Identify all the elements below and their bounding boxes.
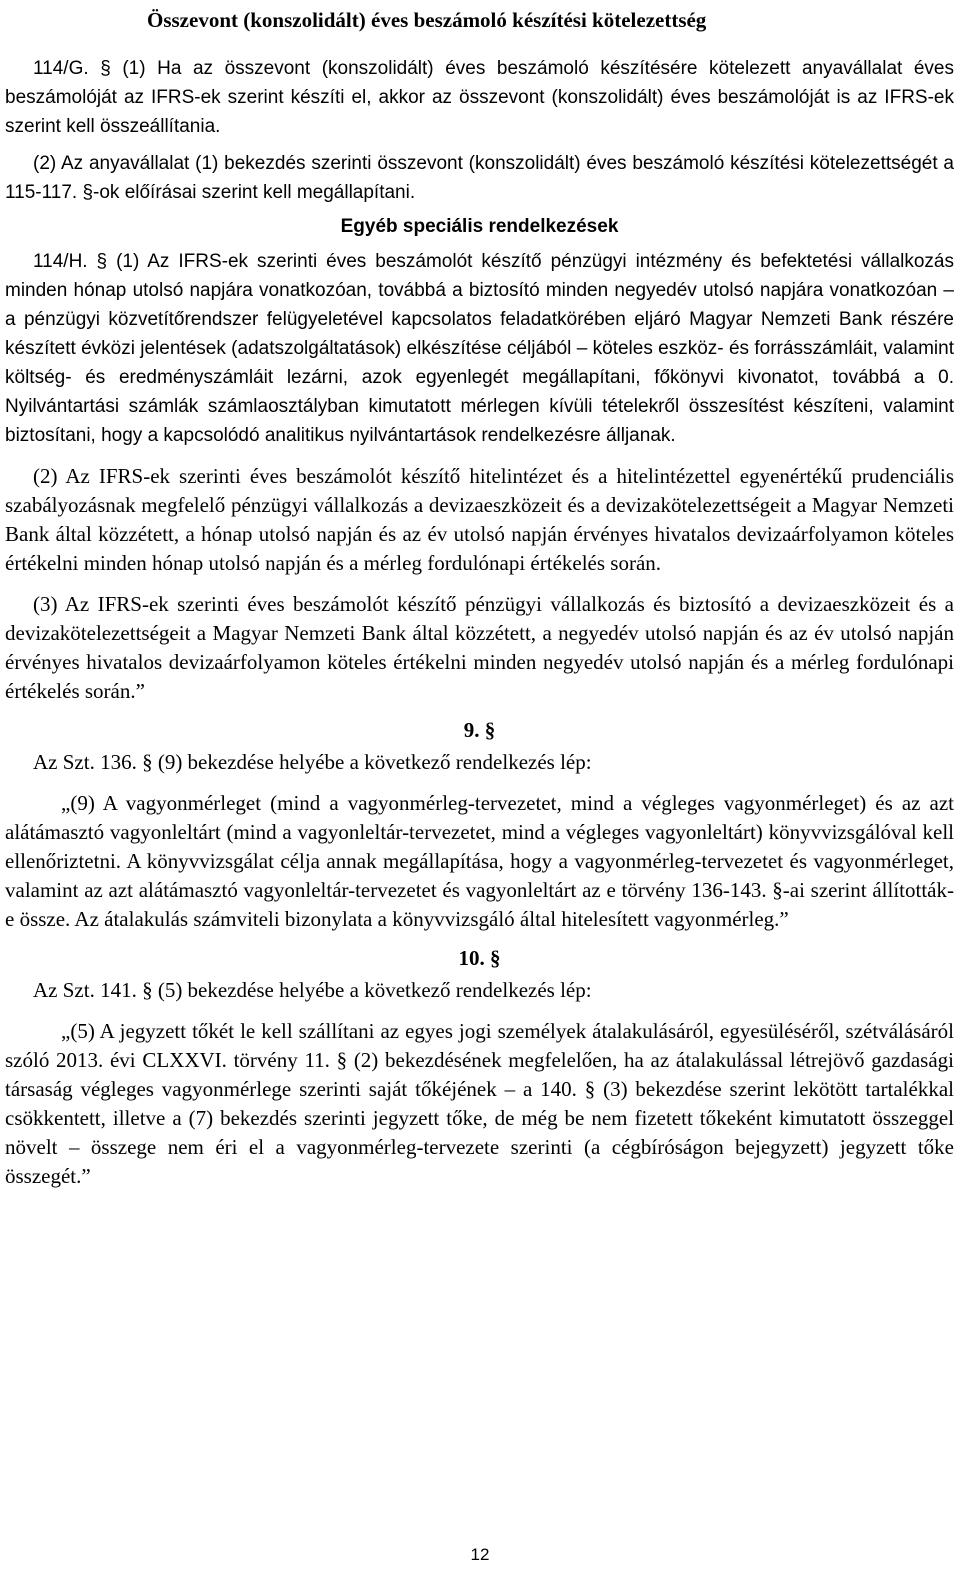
document-page (5, 0, 954, 1191)
paragraph-114h-2: (2) Az IFRS-ek szerinti éves beszámolót készítő hitelintézet és a hitelintézettel egyenértékű prudenciális szabályozásnak megfelelő pénzügyi vállalkozás a devizaeszközeit és a devizakötelezettségeit a Magyar Nemzeti Bank által közzétett, a hónap utolsó napján és az év utolsó napján érvényes hivatalos devizaárfolyamon köteles értékelni minden hónap utolsó napján és a mérleg fordulónapi értékelés során. (5, 464, 954, 575)
paragraph-114g-1: 114/G. § (1) Ha az összevont (konszolidált) éves beszámoló készítésére kötelezett anyavállalat éves beszámolóját az IFRS-ek szerint készíti el, akkor az összevont (konszolidált) éves beszámolóját is az IFRS-ek szerint kell összeállítania. (5, 58, 954, 137)
page-number: 12 (470, 1545, 490, 1564)
section-10-text: „(5) A jegyzett tőkét le kell szállítani az egyes jogi személyek átalakulásáról, egyesüléséről, szétválásáról szóló 2013. évi CLXXVI. törvény 11. § (2) bekezdésének megfelelően, ha az átalakulással létrejövő gazdasági társaság végleges vagyonmérlege szerinti saját tőkéjének – a 140. § (3) bekezdése szerint lekötött tartalékkal csökkentett, illetve a (7) bekezdés szerinti jegyzett tőke, de még be nem fizetett tőkeként kimutatott összeggel növelt – összege nem éri el a vagyonmérleg-tervezete szerinti (a cégbíróságon bejegyzett) jegyzett tőke összegét.” (5, 1019, 954, 1188)
section-9-intro: Az Szt. 136. § (9) bekezdése helyébe a következő rendelkezés lép: (33, 750, 592, 774)
section-9-text: „(9) A vagyonmérleget (mind a vagyonmérleg-tervezetet, mind a végleges vagyonmérleget) és az azt alátámasztó vagyonleltárt (mind a vagyonleltár-tervezetet, mind a végleges vagyonleltárt) könyvvizsgálóval kell ellenőriztetni. A könyvvizsgálat célja annak megállapítása, hogy a vagyonmérleg-tervezetet és vagyonmérleget, valamint az azt alátámasztó vagyonleltár-tervezetet és vagyonleltárt az e törvény 136-143. §-ai szerint állították-e össze. Az átalakulás számviteli bizonylata a könyvvizsgáló által hitelesített vagyonmérleg.” (5, 791, 954, 931)
paragraph-114h-1: 114/H. § (1) Az IFRS-ek szerinti éves beszámolót készítő pénzügyi intézmény és befektetési vállalkozás minden hónap utolsó napjára vonatkozóan, továbbá a biztosító minden negyedév utolsó napjára vonatkozóan – a pénzügyi közvetítőrendszer felügyeletével kapcsolatos feladatkörében eljáró Magyar Nemzeti Bank részére készített évközi jelentések (adatszolgáltatások) elkészítése céljából – köteles eszköz- és forrásszámláit, valamint költség- és eredményszámláit lezárni, azok egyenlegét megállapítani, főkönyvi kivonatot, továbbá a 0. Nyilvántartási számlák számlaosztályban kimutatott mérlegen kívüli tételekről összesítést készíteni, valamint biztosítani, hogy a kapcsolódó analitikus nyilvántartások rendelkezésre álljanak. (5, 251, 954, 446)
section-heading: Összevont (konszolidált) éves beszámoló készítési kötelezettség (147, 8, 707, 32)
subheading: Egyéb speciális rendelkezések (340, 216, 619, 237)
section-9-title: 9. § (463, 718, 496, 742)
section-10-intro: Az Szt. 141. § (5) bekezdése helyébe a következő rendelkezés lép: (33, 978, 592, 1002)
section-10-title: 10. § (458, 946, 501, 970)
paragraph-114g-2: (2) Az anyavállalat (1) bekezdés szerinti összevont (konszolidált) éves beszámoló készítési kötelezettségét a 115-117. §-ok előírásai szerint kell megállapítani. (5, 153, 954, 203)
paragraph-114h-3: (3) Az IFRS-ek szerinti éves beszámolót készítő pénzügyi vállalkozás és biztosító a devizaeszközeit és a devizakötelezettségeit a Magyar Nemzeti Bank által közzétett, a negyedév utolsó napján és az év utolsó napján érvényes hivatalos devizaárfolyamon köteles értékelni minden negyedév utolsó napján és a mérleg fordulónapi értékelés során.” (5, 592, 954, 703)
